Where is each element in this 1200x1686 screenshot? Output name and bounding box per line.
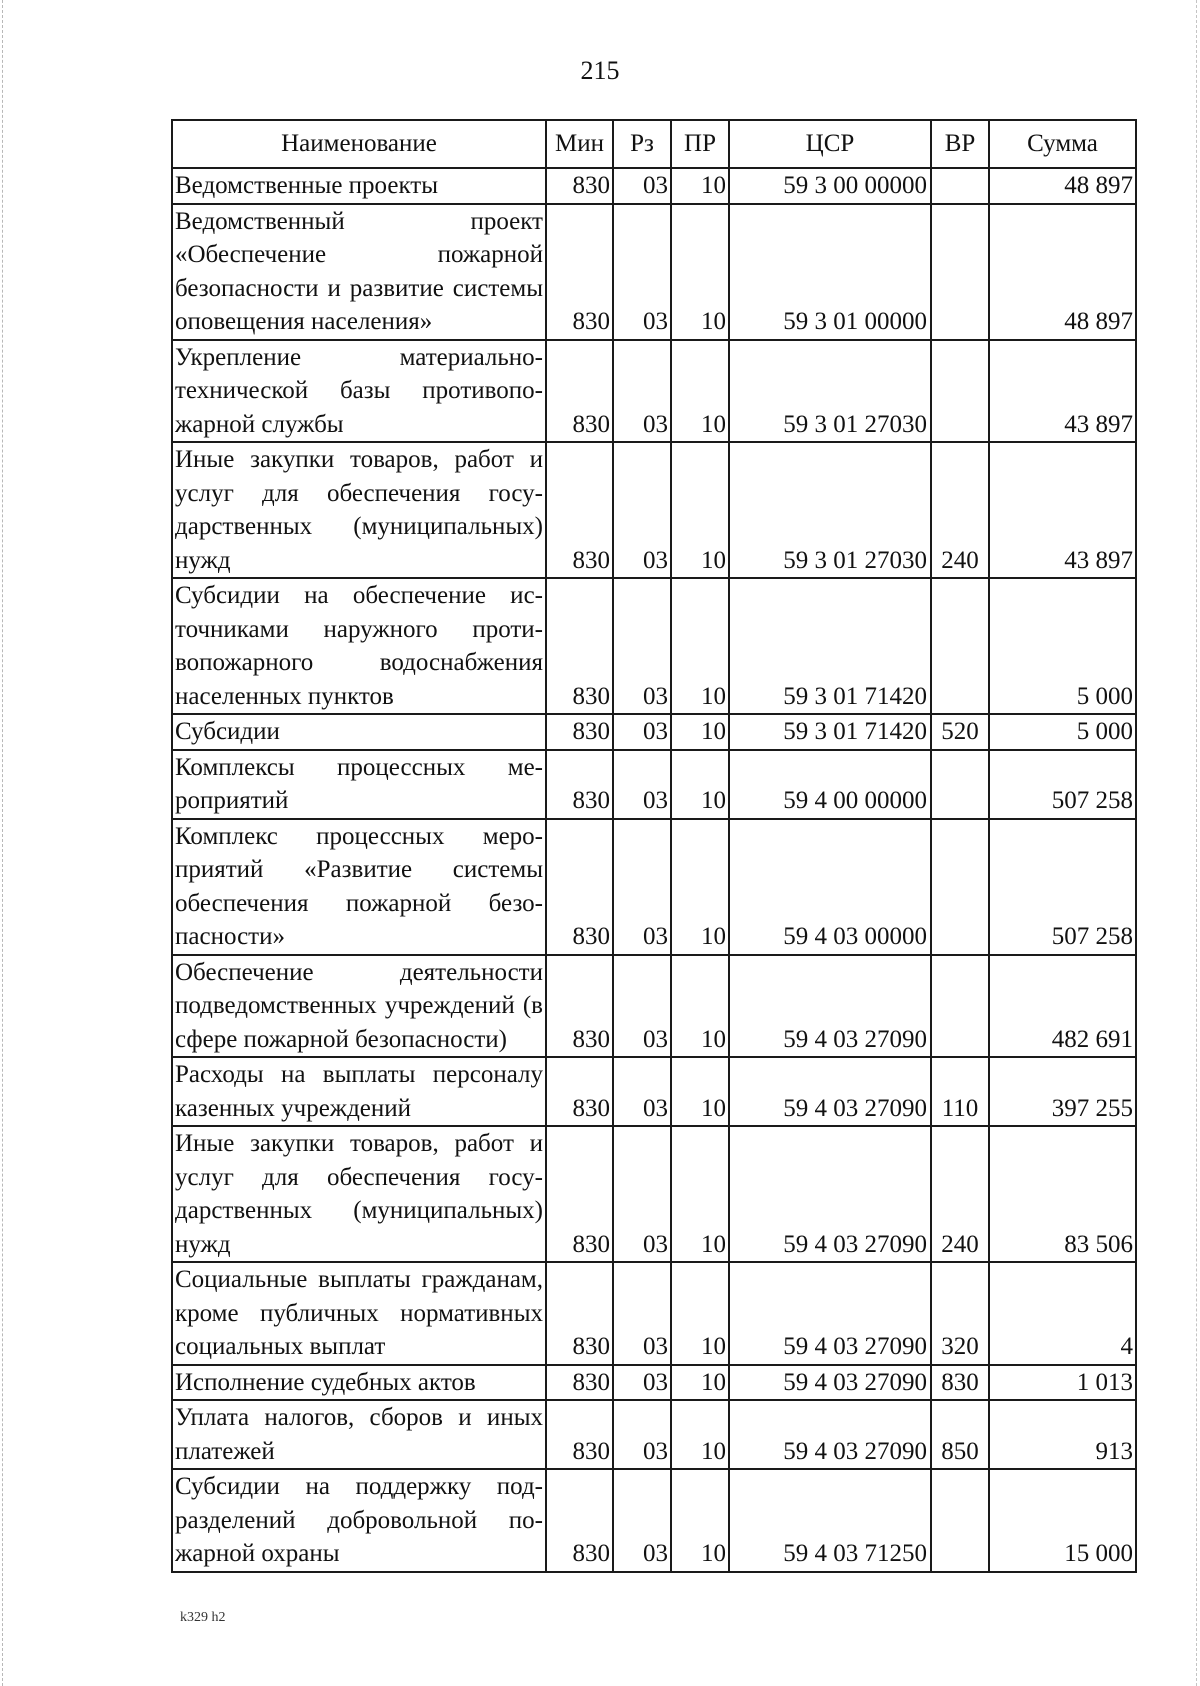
table-row bbox=[172, 1400, 1136, 1469]
header-vr: ВР bbox=[931, 120, 989, 168]
cell-csr: 59 3 01 00000 bbox=[729, 204, 931, 340]
cell-pr: 10 bbox=[671, 1400, 729, 1469]
cell-vr: 240 bbox=[931, 442, 989, 578]
cell-name: Ведомственный проект «Обеспечение пожарной безопасности и развитие системы оповещения населения» bbox=[172, 204, 546, 340]
cell-rz: 03 bbox=[613, 204, 671, 340]
cell-vr: 240 bbox=[931, 1126, 989, 1262]
cell-min: 830 bbox=[546, 1057, 613, 1126]
cell-rz: 03 bbox=[613, 168, 671, 204]
cell-vr bbox=[931, 340, 989, 443]
cell-csr: 59 3 01 27030 bbox=[729, 442, 931, 578]
cell-pr: 10 bbox=[671, 1126, 729, 1262]
header-csr: ЦСР bbox=[729, 120, 931, 168]
cell-rz: 03 bbox=[613, 442, 671, 578]
header-row bbox=[172, 120, 1136, 168]
cell-min: 830 bbox=[546, 1365, 613, 1401]
cell-sum: 507 258 bbox=[989, 819, 1136, 955]
cell-csr: 59 3 01 71420 bbox=[729, 578, 931, 714]
cell-vr bbox=[931, 204, 989, 340]
cell-pr: 10 bbox=[671, 1469, 729, 1572]
cell-name: Субсидии на обеспечение источниками наружного противопожарного водоснабжения населенных пунктов bbox=[172, 578, 546, 714]
cell-rz: 03 bbox=[613, 340, 671, 443]
table-row bbox=[172, 168, 1136, 204]
table-row bbox=[172, 1126, 1136, 1262]
cell-name: Иные закупки товаров, работ и услуг для обеспечения государственных (муниципальных) нужд bbox=[172, 442, 546, 578]
cell-vr bbox=[931, 819, 989, 955]
cell-rz: 03 bbox=[613, 1365, 671, 1401]
cell-name: Обеспечение деятельности подведомственных учреждений (в сфере пожарной безопасности) bbox=[172, 955, 546, 1058]
cell-sum: 83 506 bbox=[989, 1126, 1136, 1262]
header-sum: Сумма bbox=[989, 120, 1136, 168]
table-header bbox=[172, 120, 1136, 168]
cell-vr bbox=[931, 168, 989, 204]
header-rz: Рз bbox=[613, 120, 671, 168]
cell-min: 830 bbox=[546, 340, 613, 443]
cell-pr: 10 bbox=[671, 168, 729, 204]
cell-pr: 10 bbox=[671, 1057, 729, 1126]
cell-sum: 48 897 bbox=[989, 168, 1136, 204]
cell-name: Уплата налогов, сборов и иных платежей bbox=[172, 1400, 546, 1469]
table-row bbox=[172, 955, 1136, 1058]
cell-csr: 59 4 03 27090 bbox=[729, 1126, 931, 1262]
cell-csr: 59 3 01 71420 bbox=[729, 714, 931, 750]
cell-pr: 10 bbox=[671, 750, 729, 819]
budget-table bbox=[171, 119, 1137, 1573]
cell-min: 830 bbox=[546, 578, 613, 714]
cell-pr: 10 bbox=[671, 578, 729, 714]
cell-rz: 03 bbox=[613, 955, 671, 1058]
scan-right-edge bbox=[1196, 0, 1197, 1686]
cell-vr: 520 bbox=[931, 714, 989, 750]
table-row bbox=[172, 204, 1136, 340]
cell-name: Иные закупки товаров, работ и услуг для обеспечения государственных (муниципальных) нужд bbox=[172, 1126, 546, 1262]
cell-sum: 15 000 bbox=[989, 1469, 1136, 1572]
cell-vr bbox=[931, 750, 989, 819]
cell-sum: 482 691 bbox=[989, 955, 1136, 1058]
cell-sum: 507 258 bbox=[989, 750, 1136, 819]
cell-name: Укрепление материально-технической базы противопожарной службы bbox=[172, 340, 546, 443]
cell-name: Субсидии на поддержку подразделений добровольной пожарной охраны bbox=[172, 1469, 546, 1572]
cell-sum: 1 013 bbox=[989, 1365, 1136, 1401]
cell-sum: 5 000 bbox=[989, 578, 1136, 714]
cell-min: 830 bbox=[546, 750, 613, 819]
table-row bbox=[172, 1365, 1136, 1401]
cell-name: Исполнение судебных актов bbox=[172, 1365, 546, 1401]
page-number: 215 bbox=[580, 56, 620, 85]
cell-pr: 10 bbox=[671, 1365, 729, 1401]
cell-name: Комплексы процессных мероприятий bbox=[172, 750, 546, 819]
cell-min: 830 bbox=[546, 1126, 613, 1262]
cell-vr bbox=[931, 1469, 989, 1572]
scan-left-edge bbox=[2, 0, 3, 1686]
cell-csr: 59 4 03 27090 bbox=[729, 955, 931, 1058]
cell-csr: 59 4 03 00000 bbox=[729, 819, 931, 955]
cell-rz: 03 bbox=[613, 1126, 671, 1262]
table-row bbox=[172, 442, 1136, 578]
cell-min: 830 bbox=[546, 714, 613, 750]
cell-rz: 03 bbox=[613, 578, 671, 714]
cell-min: 830 bbox=[546, 168, 613, 204]
table-row bbox=[172, 578, 1136, 714]
cell-sum: 5 000 bbox=[989, 714, 1136, 750]
cell-csr: 59 3 00 00000 bbox=[729, 168, 931, 204]
table-body bbox=[172, 168, 1136, 1572]
cell-sum: 48 897 bbox=[989, 204, 1136, 340]
table-row bbox=[172, 819, 1136, 955]
cell-csr: 59 4 00 00000 bbox=[729, 750, 931, 819]
cell-vr: 830 bbox=[931, 1365, 989, 1401]
header-min: Мин bbox=[546, 120, 613, 168]
footer-code: k329 h2 bbox=[180, 1610, 226, 1625]
header-pr: ПР bbox=[671, 120, 729, 168]
cell-sum: 43 897 bbox=[989, 340, 1136, 443]
table-row bbox=[172, 340, 1136, 443]
cell-min: 830 bbox=[546, 1400, 613, 1469]
cell-rz: 03 bbox=[613, 1400, 671, 1469]
table-row bbox=[172, 714, 1136, 750]
cell-pr: 10 bbox=[671, 442, 729, 578]
table-row bbox=[172, 1469, 1136, 1572]
cell-min: 830 bbox=[546, 1262, 613, 1365]
cell-vr: 320 bbox=[931, 1262, 989, 1365]
cell-pr: 10 bbox=[671, 819, 729, 955]
cell-csr: 59 4 03 27090 bbox=[729, 1262, 931, 1365]
cell-pr: 10 bbox=[671, 955, 729, 1058]
cell-sum: 43 897 bbox=[989, 442, 1136, 578]
cell-name: Социальные выплаты гражданам, кроме публичных нормативных социальных выплат bbox=[172, 1262, 546, 1365]
cell-name: Расходы на выплаты персоналу казенных учреждений bbox=[172, 1057, 546, 1126]
cell-vr: 850 bbox=[931, 1400, 989, 1469]
cell-name: Субсидии bbox=[172, 714, 546, 750]
table-row bbox=[172, 1262, 1136, 1365]
cell-min: 830 bbox=[546, 819, 613, 955]
cell-vr bbox=[931, 578, 989, 714]
table-row bbox=[172, 1057, 1136, 1126]
cell-rz: 03 bbox=[613, 1057, 671, 1126]
cell-rz: 03 bbox=[613, 1469, 671, 1572]
cell-rz: 03 bbox=[613, 714, 671, 750]
cell-min: 830 bbox=[546, 955, 613, 1058]
cell-pr: 10 bbox=[671, 204, 729, 340]
cell-csr: 59 4 03 71250 bbox=[729, 1469, 931, 1572]
cell-rz: 03 bbox=[613, 819, 671, 955]
cell-csr: 59 4 03 27090 bbox=[729, 1057, 931, 1126]
cell-vr: 110 bbox=[931, 1057, 989, 1126]
cell-rz: 03 bbox=[613, 1262, 671, 1365]
cell-min: 830 bbox=[546, 1469, 613, 1572]
cell-sum: 4 bbox=[989, 1262, 1136, 1365]
cell-csr: 59 4 03 27090 bbox=[729, 1365, 931, 1401]
cell-csr: 59 3 01 27030 bbox=[729, 340, 931, 443]
cell-pr: 10 bbox=[671, 714, 729, 750]
cell-pr: 10 bbox=[671, 1262, 729, 1365]
cell-sum: 397 255 bbox=[989, 1057, 1136, 1126]
cell-pr: 10 bbox=[671, 340, 729, 443]
cell-sum: 913 bbox=[989, 1400, 1136, 1469]
cell-min: 830 bbox=[546, 442, 613, 578]
cell-vr bbox=[931, 955, 989, 1058]
cell-min: 830 bbox=[546, 204, 613, 340]
table-row bbox=[172, 750, 1136, 819]
cell-csr: 59 4 03 27090 bbox=[729, 1400, 931, 1469]
cell-name: Ведомственные проекты bbox=[172, 168, 546, 204]
cell-name: Комплекс процессных мероприятий «Развитие системы обеспечения пожарной безопасности» bbox=[172, 819, 546, 955]
cell-rz: 03 bbox=[613, 750, 671, 819]
header-name: Наименование bbox=[172, 120, 546, 168]
